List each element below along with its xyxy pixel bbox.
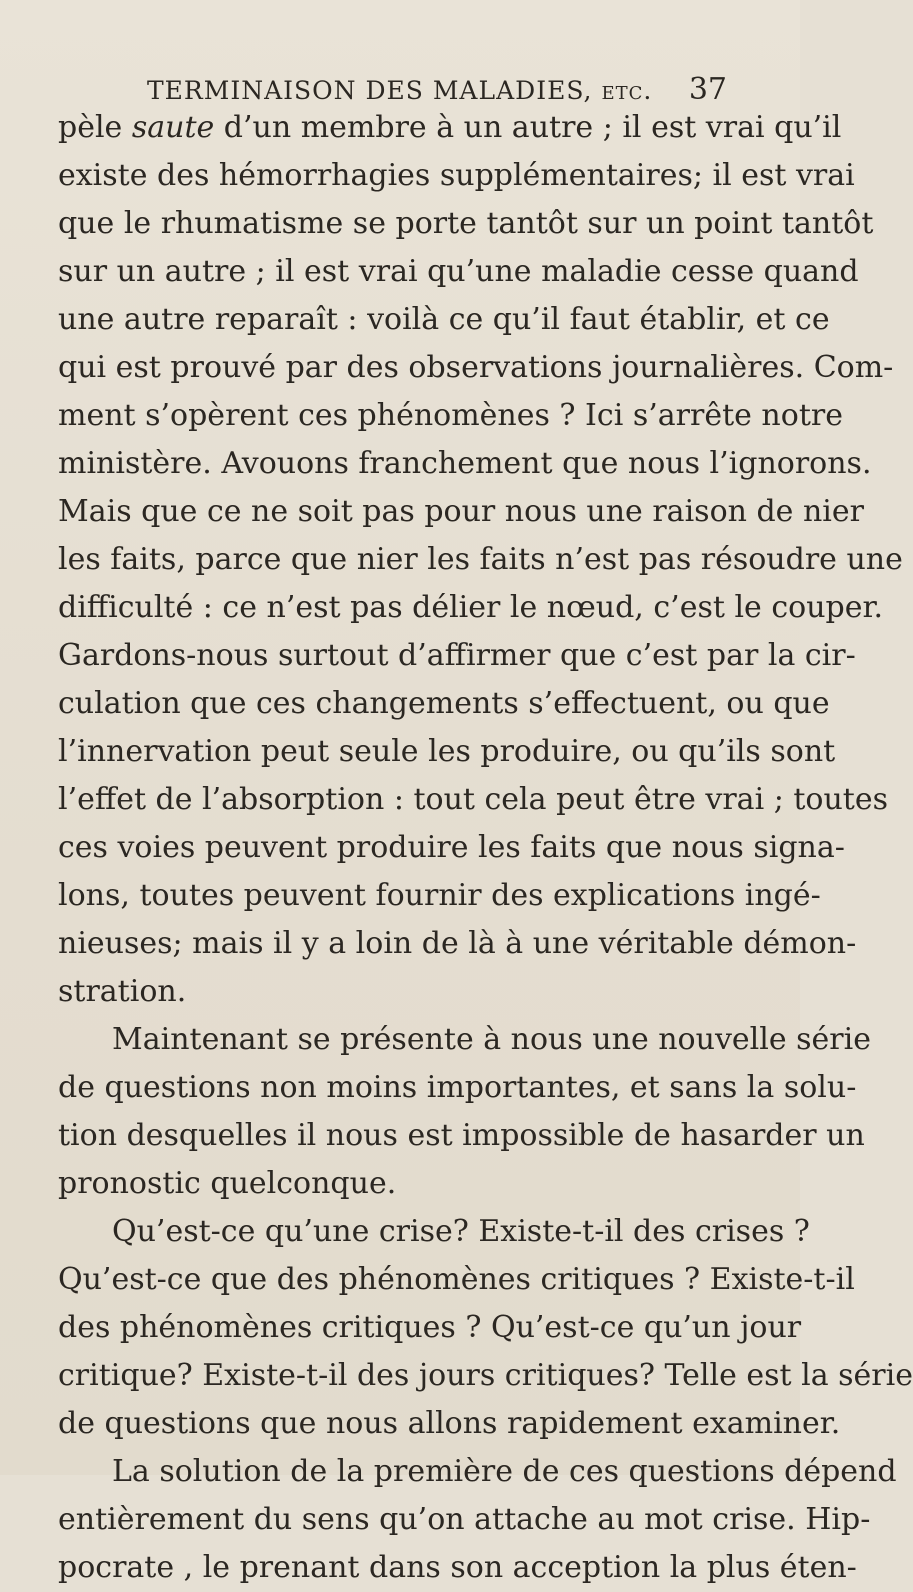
paragraph-end-line: de questions que nous allons rapidement examiner. bbox=[58, 1406, 841, 1441]
text-line: Qu’est-ce que des phénomènes critiques ? Existe-t-il bbox=[58, 1262, 855, 1297]
text-line: difficulté : ce n’est pas délier le nœud, c’est le couper. bbox=[58, 590, 884, 625]
text-line: pèle saute d’un membre à un autre ; il est vrai qu’il bbox=[58, 110, 842, 145]
text-line: que le rhumatisme se porte tantôt sur un point tantôt bbox=[58, 206, 874, 241]
body-text bbox=[58, 104, 913, 1592]
text-line: pocrate , le prenant dans son acception la plus éten- bbox=[58, 1550, 857, 1585]
paragraph-start-line: Qu’est-ce qu’une crise? Existe-t-il des crises ? bbox=[112, 1214, 810, 1249]
text-line: une autre reparaît : voilà ce qu’il faut établir, et ce bbox=[58, 302, 830, 337]
text-line: ment s’opèrent ces phénomènes ? Ici s’arrête notre bbox=[58, 398, 843, 433]
text-line: critique? Existe-t-il des jours critiques? Telle est la série bbox=[58, 1358, 913, 1393]
text-line: ministère. Avouons franchement que nous l’ignorons. bbox=[58, 446, 872, 481]
text-line: des phénomènes critiques ? Qu’est-ce qu’un jour bbox=[58, 1310, 802, 1345]
text-line: nieuses; mais il y a loin de là à une véritable démon- bbox=[58, 926, 857, 961]
text-line: tion desquelles il nous est impossible de hasarder un bbox=[58, 1118, 865, 1153]
paragraph-start-line: Maintenant se présente à nous une nouvelle série bbox=[112, 1022, 871, 1057]
text-line: de questions non moins importantes, et sans la solu- bbox=[58, 1070, 857, 1105]
text-line: les faits, parce que nier les faits n’est pas résoudre une bbox=[58, 542, 903, 577]
text-line: Mais que ce ne soit pas pour nous une raison de nier bbox=[58, 494, 864, 529]
text-line: Gardons-nous surtout d’affirmer que c’est par la cir- bbox=[58, 638, 856, 673]
text-line: ces voies peuvent produire les faits que nous signa- bbox=[58, 830, 845, 865]
text-line: qui est prouvé par des observations journalières. Com- bbox=[58, 350, 894, 385]
paragraph-end-line: stration. bbox=[58, 974, 187, 1009]
running-head: TERMINAISON DES MALADIES, etc. bbox=[147, 76, 653, 105]
text-line: entièrement du sens qu’on attache au mot crise. Hip- bbox=[58, 1502, 871, 1537]
paragraph-end-line: pronostic quelconque. bbox=[58, 1166, 397, 1201]
text-line: culation que ces changements s’effectuent, ou que bbox=[58, 686, 830, 721]
text-line: l’innervation peut seule les produire, ou qu’ils sont bbox=[58, 734, 836, 769]
page-number: 37 bbox=[688, 72, 727, 107]
paragraph-start-line: La solution de la première de ces questions dépend bbox=[112, 1454, 897, 1489]
text-line: l’effet de l’absorption : tout cela peut être vrai ; toutes bbox=[58, 782, 888, 817]
text-line: lons, toutes peuvent fournir des explications ingé- bbox=[58, 878, 821, 913]
text-line: existe des hémorrhagies supplémentaires; il est vrai bbox=[58, 158, 855, 193]
text-line: sur un autre ; il est vrai qu’une maladie cesse quand bbox=[58, 254, 859, 289]
